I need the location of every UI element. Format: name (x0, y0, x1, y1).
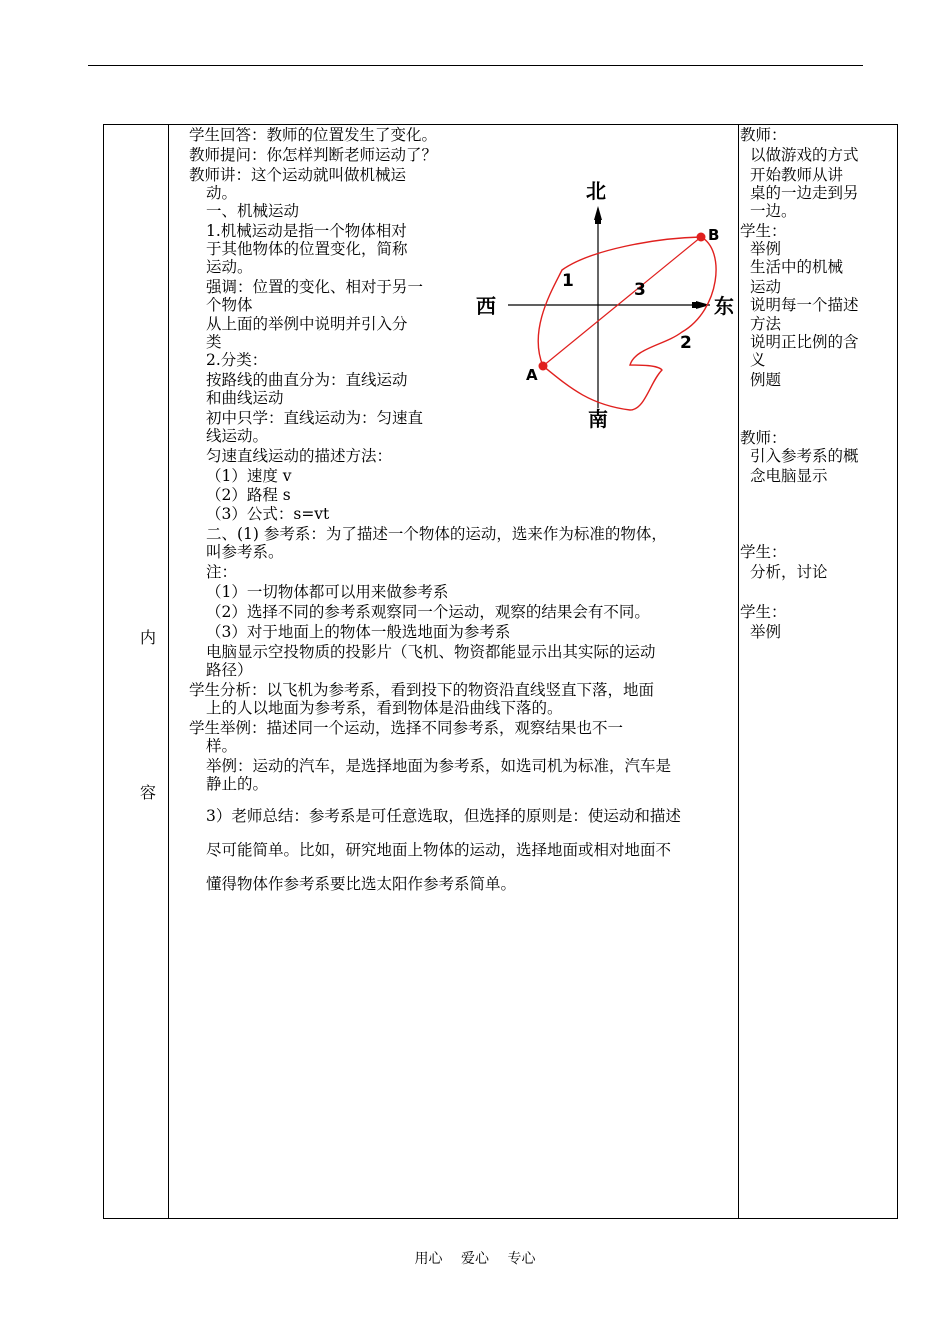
east-label: 东 (714, 294, 734, 318)
text-line: 教师提问：你怎样判断老师运动了？ (189, 146, 438, 164)
south-label: 南 (588, 407, 608, 430)
text-line: （2）路程 s (206, 486, 291, 504)
path-2-curve (543, 237, 716, 410)
text-line: 叫参考系。 (206, 543, 284, 561)
text-line: 学生： (740, 222, 787, 240)
path-3-label: 3 (634, 280, 646, 300)
text-line: 运动。 (206, 258, 253, 276)
text-line: 分析，讨论 (750, 563, 828, 581)
text-line: 说明每一个描述 (750, 296, 859, 314)
text-line: 例题 (750, 371, 782, 389)
text-line: 方法 (750, 315, 782, 333)
path-3-line (543, 237, 701, 366)
text-line: （3）公式：s=vt (206, 505, 330, 523)
point-a-label: A (526, 366, 538, 384)
text-line: 念电脑显示 (750, 467, 828, 485)
text-line: 电脑显示空投物质的投影片（飞机、物资都能显示出其实际的运动 (206, 643, 656, 661)
text-line: 一边。 (750, 202, 797, 220)
text-line: 教师： (740, 429, 787, 447)
text-line: 一、机械运动 (206, 202, 300, 220)
text-line: 举例 (750, 623, 782, 641)
text-line: 学生回答：教师的位置发生了变化。 (189, 126, 438, 144)
text-line: 二、(1) 参考系：为了描述一个物体的运动，选来作为标准的物体， (206, 525, 667, 543)
text-line: 于其他物体的位置变化，简称 (206, 240, 408, 258)
north-arrow-icon (594, 206, 602, 220)
text-line: 上的人以地面为参考系，看到物体是沿曲线下落的。 (206, 699, 563, 717)
text-line: 匀速直线运动的描述方法： (206, 447, 393, 465)
text-line: （3）对于地面上的物体一般选地面为参考系 (206, 623, 511, 641)
text-line: 学生： (740, 603, 787, 621)
point-b-label: B (708, 226, 720, 244)
column-divider (168, 125, 169, 1218)
text-line: 从上面的举例中说明并引入分 (206, 315, 408, 333)
north-arrow-tail (595, 218, 601, 224)
text-line: 1.机械运动是指一个物体相对 (206, 222, 407, 240)
text-line: 运动 (750, 278, 782, 296)
header-rule (88, 65, 863, 66)
text-line: （1）速度 v (206, 467, 292, 485)
text-line: 静止的。 (206, 775, 269, 793)
text-line: 举例：运动的汽车，是选择地面为参考系，如选司机为标准，汽车是 (206, 757, 672, 775)
text-line: （1）一切物体都可以用来做参考系 (206, 583, 449, 601)
side-label-rong: 容 (140, 783, 157, 802)
text-line: 强调：位置的变化、相对于另一 (206, 278, 424, 296)
text-line: 义 (750, 351, 766, 369)
west-label: 西 (476, 294, 496, 318)
text-line: 生活中的机械 (750, 258, 844, 276)
text-line: 和曲线运动 (206, 389, 284, 407)
text-line: 线运动。 (206, 427, 269, 445)
point-a-marker (539, 362, 548, 371)
text-line: 开始教师从讲 (750, 166, 844, 184)
east-arrow-tail (692, 302, 698, 308)
text-line: 引入参考系的概 (750, 447, 859, 465)
text-line: 学生举例：描述同一个运动，选择不同参考系，观察结果也不一 (189, 719, 624, 737)
text-line: 3）老师总结：参考系是可任意选取，但选择的原则是：使运动和描述 (206, 807, 681, 825)
path-2-label: 2 (680, 333, 692, 353)
text-line: 学生分析：以飞机为参考系，看到投下的物资沿直线竖直下落，地面 (189, 681, 655, 699)
text-line: 个物体 (206, 296, 253, 314)
side-label-nei: 内 (140, 628, 157, 647)
text-line: 初中只学：直线运动为：匀速直 (206, 409, 424, 427)
text-line: 2.分类： (206, 351, 268, 369)
text-line: 说明正比例的含 (750, 333, 859, 351)
text-line: 懂得物体作参考系要比选太阳作参考系简单。 (206, 875, 517, 893)
text-line: 类 (206, 333, 222, 351)
text-line: 学生： (740, 543, 787, 561)
path-1-label: 1 (562, 271, 574, 291)
text-line: （2）选择不同的参考系观察同一个运动，观察的结果会有不同。 (206, 603, 650, 621)
text-line: 以做游戏的方式 (750, 146, 859, 164)
north-label: 北 (586, 179, 606, 203)
text-line: 样。 (206, 737, 238, 755)
text-line: 路径） (206, 661, 253, 679)
text-line: 教师讲：这个运动就叫做机械运 (189, 166, 407, 184)
page-footer: 用心 爱心 专心 (414, 1251, 536, 1267)
point-b-marker (697, 233, 706, 242)
text-line: 举例 (750, 240, 782, 258)
text-line: 桌的一边走到另 (750, 184, 859, 202)
text-line: 按路线的曲直分为：直线运动 (206, 371, 408, 389)
text-line: 教师： (740, 126, 787, 144)
text-line: 尽可能简单。比如，研究地面上物体的运动，选择地面或相对地面不 (206, 841, 672, 859)
text-line: 注： (206, 563, 238, 581)
motion-diagram (470, 170, 760, 430)
text-line: 动。 (206, 184, 238, 202)
